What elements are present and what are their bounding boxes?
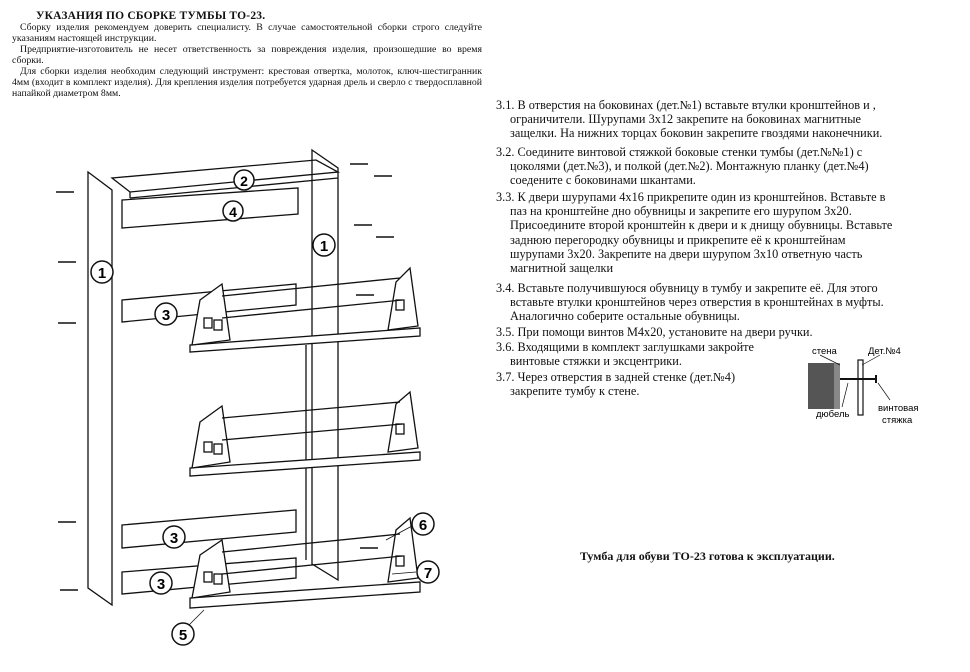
label-screw-1: винтовая: [878, 403, 919, 414]
callout-plinth: [155, 303, 177, 325]
wall-shape: [808, 363, 834, 409]
svg-text:1: 1: [319, 238, 329, 255]
step-3-7: [496, 370, 796, 398]
step-text: Присоедините второй кронштейн к двери и к днищу обувницы. Вставьте: [510, 218, 893, 233]
step-text: В отверстия на боковинах (дет.№1) вставьте втулки кронштейнов и ,: [517, 98, 876, 112]
step-3-6: [496, 340, 796, 368]
step-text: закрепите тумбу к стене.: [510, 384, 640, 399]
step-text: ограничители. Шурупами 3х12 закрепите на боковинах магнитные: [510, 112, 861, 127]
leader-dowel: [842, 383, 848, 407]
back-panel-shape: [858, 360, 863, 415]
svg-text:3: 3: [169, 530, 179, 547]
callout-side-right: [313, 234, 335, 256]
step-text: К двери шурупами 4х16 прикрепите один из кронштейнов. Вставьте в: [517, 190, 886, 204]
label-wall: стена: [812, 346, 837, 357]
wall-mount-diagram: [800, 345, 930, 435]
callout-plinth: [163, 526, 185, 548]
svg-text:3: 3: [161, 307, 171, 324]
svg-text:6: 6: [418, 517, 428, 534]
intro-paragraph: Для сборки изделия необходим следующий инструмент: крестовая отвертка, молоток, ключ-шестигранник 4мм (входит в комплект изделия). Для крепления изделия потребуется ударная дрель и сверло с твердосплавной напайкой диаметром 8мм.: [12, 66, 482, 99]
step-text: паз на кронштейне дно обувницы и закрепите его шурупом 3х20.: [510, 204, 852, 219]
step-text: соедените с боковинами шкантами.: [510, 173, 696, 188]
step-number: 3.2.: [496, 145, 515, 159]
svg-text:4: 4: [229, 204, 237, 220]
step-text: защелки. На нижних торцах боковин закрепите гвоздями наконечники.: [510, 126, 883, 141]
callout-plank: [223, 201, 243, 221]
shoe-tray-1: [190, 268, 420, 352]
svg-text:2: 2: [240, 173, 248, 189]
svg-text:3: 3: [156, 576, 166, 593]
step-text: Соедините винтовой стяжкой боковые стенки тумбы (дет.№№1) с: [517, 145, 863, 159]
leader-screw: [878, 383, 890, 400]
step-text: шурупами 3х20. Закрепите на двери шурупом 3х10 ответную часть: [510, 246, 863, 261]
step-number: 3.1.: [496, 98, 515, 112]
step-3-1: [496, 98, 946, 141]
step-text: Входящими в комплект заглушками закройте: [517, 340, 754, 354]
label-screw-2: стяжка: [882, 415, 913, 426]
callout-foot: [172, 610, 204, 645]
callout-plinth: [0, 0, 1, 1]
step-number: 3.5.: [496, 325, 515, 339]
svg-text:5: 5: [178, 627, 188, 644]
step-text: Через отверстия в задней стенке (дет.№4): [517, 370, 736, 384]
plinth: [122, 510, 296, 548]
callout-shelf: [234, 170, 254, 190]
completion-note: Тумба для обуви ТО-23 готова к эксплуатации.: [580, 549, 835, 563]
screws: [56, 164, 394, 590]
intro-paragraph: Сборку изделия рекомендуем доверить специалисту. В случае самостоятельной сборки строго следуйте указаниям настоящей инструкции.: [12, 22, 482, 44]
step-3-5: [496, 325, 946, 339]
instructions-title: УКАЗАНИЯ ПО СБОРКЕ ТУМБЫ ТО-23.: [36, 10, 266, 22]
step-text: вставьте втулки кронштейнов через отверстия в кронштейнах в муфты.: [510, 295, 884, 310]
shoe-tray-2: [190, 392, 420, 476]
step-3-4: [496, 281, 946, 324]
step-number: 3.7.: [496, 370, 515, 384]
step-number: 3.3.: [496, 190, 515, 204]
shoe-tray-3: [190, 518, 420, 608]
step-text: цоколями (дет.№3), и полкой (дет.№2). Монтажную планку (дет.№4): [510, 159, 869, 174]
svg-text:1: 1: [97, 265, 107, 282]
step-text: Аналогично соберите остальные обувницы.: [510, 309, 740, 324]
step-text: Вставьте получившуюся обувницу в тумбу и закрепите её. Для этого: [517, 281, 878, 295]
svg-text:7: 7: [423, 565, 433, 582]
callout-side-left: [91, 261, 113, 283]
wall-edge: [834, 363, 840, 409]
step-text: При помощи винтов М4х20, установите на двери ручки.: [517, 325, 813, 339]
label-dowel: дюбель: [816, 409, 850, 420]
intro-paragraph: Предприятие-изготовитель не несет ответственность за повреждения изделия, произошедшие во время сборки.: [12, 44, 482, 66]
label-part: Дет.№4: [868, 346, 901, 357]
top-shelf: [112, 160, 338, 192]
step-3-2: [496, 145, 946, 188]
step-text: магнитной защелки: [510, 261, 614, 276]
side-panel-left: [88, 172, 112, 605]
mounting-plank: [122, 188, 298, 228]
svg-text:3: 3: [0, 0, 1, 1]
step-number: 3.6.: [496, 340, 515, 354]
step-3-3: [496, 190, 946, 275]
step-number: 3.4.: [496, 281, 515, 295]
step-text: винтовые стяжки и эксцентрики.: [510, 354, 682, 369]
callout-plinth: [150, 572, 172, 594]
side-panel-right: [312, 150, 338, 580]
step-text: заднюю перегородку обувницы и прикрепите её к кронштейнам: [510, 232, 846, 247]
